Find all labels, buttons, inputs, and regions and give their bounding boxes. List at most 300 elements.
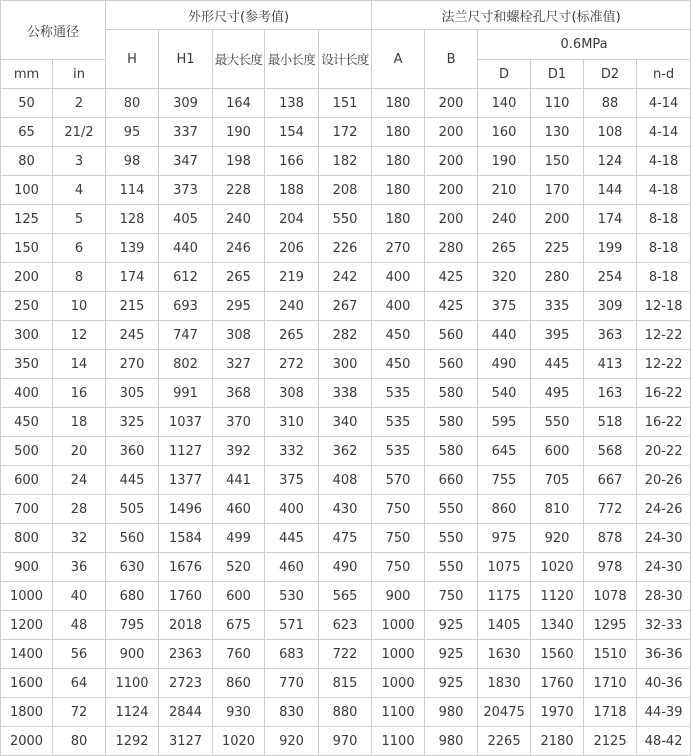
table-cell: 518 (584, 408, 637, 437)
table-row (1, 176, 691, 205)
table-cell: 630 (106, 553, 159, 582)
table-cell: 425 (425, 263, 478, 292)
table-cell: 460 (213, 495, 265, 524)
table-cell: 1760 (159, 582, 213, 611)
table-cell: 95 (106, 118, 159, 147)
table-cell: 180 (372, 147, 425, 176)
table-cell: 309 (584, 292, 637, 321)
table-cell: 440 (478, 321, 531, 350)
table-cell: 1000 (372, 640, 425, 669)
table-cell: 4-14 (637, 89, 691, 118)
table-row (1, 263, 691, 292)
table-row (1, 89, 691, 118)
table-cell: 1405 (478, 611, 531, 640)
table-cell: 980 (425, 698, 478, 727)
table-cell: 600 (213, 582, 265, 611)
table-cell: 565 (319, 582, 372, 611)
table-cell: 240 (478, 205, 531, 234)
table-cell: 280 (425, 234, 478, 263)
table-cell: 172 (319, 118, 372, 147)
table-cell: 600 (1, 466, 53, 495)
table-cell: 4-18 (637, 176, 691, 205)
header-H1: H1 (159, 30, 213, 89)
table-cell: 114 (106, 176, 159, 205)
table-cell: 1560 (531, 640, 584, 669)
table-row (1, 437, 691, 466)
table-row (1, 524, 691, 553)
table-row (1, 669, 691, 698)
table-cell: 125 (1, 205, 53, 234)
table-cell: 215 (106, 292, 159, 321)
header-pressure: 0.6MPa (478, 30, 691, 60)
table-cell: 530 (265, 582, 319, 611)
table-cell: 450 (372, 321, 425, 350)
table-cell: 550 (319, 205, 372, 234)
table-cell: 373 (159, 176, 213, 205)
table-cell: 272 (265, 350, 319, 379)
table-cell: 151 (319, 89, 372, 118)
table-cell: 48 (53, 611, 106, 640)
table-cell: 332 (265, 437, 319, 466)
table-row (1, 147, 691, 176)
table-cell: 925 (425, 669, 478, 698)
table-cell: 878 (584, 524, 637, 553)
table-row (1, 582, 691, 611)
table-cell: 1340 (531, 611, 584, 640)
table-cell: 16 (53, 379, 106, 408)
table-cell: 88 (584, 89, 637, 118)
table-cell: 226 (319, 234, 372, 263)
table-cell: 750 (425, 582, 478, 611)
table-cell: 395 (531, 321, 584, 350)
table-cell: 880 (319, 698, 372, 727)
table-cell: 337 (159, 118, 213, 147)
table-cell: 267 (319, 292, 372, 321)
header-D2: D2 (584, 60, 637, 89)
table-cell: 499 (213, 524, 265, 553)
table-cell: 550 (425, 553, 478, 582)
table-cell: 400 (372, 263, 425, 292)
table-cell: 795 (106, 611, 159, 640)
header-design-length: 设计长度 (319, 30, 372, 89)
table-cell: 612 (159, 263, 213, 292)
table-cell: 44-39 (637, 698, 691, 727)
table-cell: 1124 (106, 698, 159, 727)
table-row (1, 466, 691, 495)
table-cell: 245 (106, 321, 159, 350)
table-cell: 560 (425, 350, 478, 379)
table-cell: 570 (372, 466, 425, 495)
table-cell: 20475 (478, 698, 531, 727)
table-cell: 2363 (159, 640, 213, 669)
table-cell: 14 (53, 350, 106, 379)
table-cell: 550 (425, 524, 478, 553)
table-cell: 180 (372, 205, 425, 234)
table-cell: 3 (53, 147, 106, 176)
table-cell: 860 (213, 669, 265, 698)
table-cell: 1970 (531, 698, 584, 727)
table-cell: 80 (106, 89, 159, 118)
table-cell: 550 (531, 408, 584, 437)
table-cell: 347 (159, 147, 213, 176)
table-cell: 770 (265, 669, 319, 698)
table-cell: 144 (584, 176, 637, 205)
table-cell: 350 (1, 350, 53, 379)
table-cell: 2265 (478, 727, 531, 756)
table-cell: 28 (53, 495, 106, 524)
table-cell: 700 (1, 495, 53, 524)
table-cell: 265 (265, 321, 319, 350)
table-cell: 24 (53, 466, 106, 495)
table-cell: 440 (159, 234, 213, 263)
table-cell: 375 (478, 292, 531, 321)
table-cell: 1710 (584, 669, 637, 698)
table-cell: 925 (425, 640, 478, 669)
header-H: H (106, 30, 159, 89)
table-cell: 254 (584, 263, 637, 292)
table-cell: 228 (213, 176, 265, 205)
table-cell: 280 (531, 263, 584, 292)
table-cell: 24-26 (637, 495, 691, 524)
table-cell: 830 (265, 698, 319, 727)
table-cell: 242 (319, 263, 372, 292)
table-cell: 408 (319, 466, 372, 495)
table-cell: 308 (265, 379, 319, 408)
table-cell: 368 (213, 379, 265, 408)
table-cell: 550 (425, 495, 478, 524)
table-cell: 174 (584, 205, 637, 234)
table-cell: 450 (1, 408, 53, 437)
table-cell: 490 (319, 553, 372, 582)
table-cell: 495 (531, 379, 584, 408)
table-cell: 772 (584, 495, 637, 524)
table-cell: 1020 (531, 553, 584, 582)
table-cell: 1100 (372, 698, 425, 727)
table-cell: 1830 (478, 669, 531, 698)
table-cell: 363 (584, 321, 637, 350)
table-cell: 1377 (159, 466, 213, 495)
table-cell: 425 (425, 292, 478, 321)
table-cell: 755 (478, 466, 531, 495)
table-cell: 683 (265, 640, 319, 669)
table-cell: 900 (372, 582, 425, 611)
table-cell: 360 (106, 437, 159, 466)
table-cell: 32 (53, 524, 106, 553)
table-cell: 750 (372, 553, 425, 582)
table-row (1, 640, 691, 669)
table-cell: 208 (319, 176, 372, 205)
table-cell: 445 (265, 524, 319, 553)
table-cell: 920 (265, 727, 319, 756)
table-cell: 170 (531, 176, 584, 205)
table-row (1, 379, 691, 408)
table-cell: 20 (53, 437, 106, 466)
table-cell: 445 (531, 350, 584, 379)
table-cell: 12 (53, 321, 106, 350)
table-cell: 970 (319, 727, 372, 756)
table-cell: 375 (265, 466, 319, 495)
table-cell: 5 (53, 205, 106, 234)
table-cell: 21/2 (53, 118, 106, 147)
table-cell: 200 (531, 205, 584, 234)
table-cell: 110 (531, 89, 584, 118)
table-cell: 72 (53, 698, 106, 727)
table-cell: 1037 (159, 408, 213, 437)
table-cell: 199 (584, 234, 637, 263)
header-nominal-diameter: 公称通径 (1, 1, 106, 60)
table-cell: 310 (265, 408, 319, 437)
table-cell: 571 (265, 611, 319, 640)
table-cell: 1020 (213, 727, 265, 756)
table-cell: 150 (1, 234, 53, 263)
table-cell: 166 (265, 147, 319, 176)
table-cell: 680 (106, 582, 159, 611)
table-cell: 1075 (478, 553, 531, 582)
table-cell: 200 (1, 263, 53, 292)
table-cell: 200 (425, 89, 478, 118)
table-cell: 4 (53, 176, 106, 205)
table-cell: 190 (213, 118, 265, 147)
table-cell: 16-22 (637, 379, 691, 408)
table-cell: 198 (213, 147, 265, 176)
table-cell: 991 (159, 379, 213, 408)
table-cell: 3127 (159, 727, 213, 756)
table-cell: 2000 (1, 727, 53, 756)
header-n-d: n-d (637, 60, 691, 89)
table-cell: 64 (53, 669, 106, 698)
table-cell: 1718 (584, 698, 637, 727)
table-cell: 150 (531, 147, 584, 176)
table-cell: 309 (159, 89, 213, 118)
table-row (1, 234, 691, 263)
header-D: D (478, 60, 531, 89)
header-flange-dimensions: 法兰尺寸和螺栓孔尺寸(标准值) (372, 1, 691, 30)
table-cell: 65 (1, 118, 53, 147)
table-cell: 270 (106, 350, 159, 379)
table-cell: 1400 (1, 640, 53, 669)
table-row (1, 118, 691, 147)
table-cell: 308 (213, 321, 265, 350)
table-cell: 28-30 (637, 582, 691, 611)
table-cell: 100 (1, 176, 53, 205)
header-D1: D1 (531, 60, 584, 89)
table-cell: 1000 (1, 582, 53, 611)
table-cell: 490 (478, 350, 531, 379)
table-cell: 140 (478, 89, 531, 118)
table-header (1, 1, 691, 89)
table-cell: 1127 (159, 437, 213, 466)
table-cell: 815 (319, 669, 372, 698)
table-cell: 20-22 (637, 437, 691, 466)
table-cell: 300 (319, 350, 372, 379)
table-cell: 675 (213, 611, 265, 640)
table-cell: 1200 (1, 611, 53, 640)
table-cell: 568 (584, 437, 637, 466)
table-cell: 860 (478, 495, 531, 524)
table-cell: 20-26 (637, 466, 691, 495)
table-cell: 4-18 (637, 147, 691, 176)
table-cell: 200 (425, 147, 478, 176)
table-cell: 900 (1, 553, 53, 582)
table-cell: 693 (159, 292, 213, 321)
table-row (1, 611, 691, 640)
table-cell: 6 (53, 234, 106, 263)
table-cell: 400 (265, 495, 319, 524)
table-cell: 450 (372, 350, 425, 379)
table-cell: 327 (213, 350, 265, 379)
table-cell: 12-22 (637, 350, 691, 379)
table-cell: 163 (584, 379, 637, 408)
table-cell: 925 (425, 611, 478, 640)
table-cell: 80 (1, 147, 53, 176)
table-cell: 900 (106, 640, 159, 669)
table-cell: 8-18 (637, 234, 691, 263)
table-cell: 560 (106, 524, 159, 553)
table-cell: 430 (319, 495, 372, 524)
table-row (1, 321, 691, 350)
table-cell: 1292 (106, 727, 159, 756)
table-cell: 8-18 (637, 205, 691, 234)
table-cell: 580 (425, 408, 478, 437)
table-row (1, 408, 691, 437)
table-cell: 36 (53, 553, 106, 582)
header-B: B (425, 30, 478, 89)
table-cell: 200 (425, 205, 478, 234)
table-cell: 182 (319, 147, 372, 176)
table-cell: 338 (319, 379, 372, 408)
table-cell: 56 (53, 640, 106, 669)
table-row (1, 292, 691, 321)
table-cell: 265 (478, 234, 531, 263)
table-cell: 340 (319, 408, 372, 437)
table-cell: 413 (584, 350, 637, 379)
table-row (1, 553, 691, 582)
table-cell: 1600 (1, 669, 53, 698)
table-cell: 1800 (1, 698, 53, 727)
table-row (1, 698, 691, 727)
table-cell: 124 (584, 147, 637, 176)
table-cell: 250 (1, 292, 53, 321)
header-mm: mm (1, 60, 53, 89)
header-in: in (53, 60, 106, 89)
table-cell: 441 (213, 466, 265, 495)
table-cell: 580 (425, 437, 478, 466)
table-cell: 2 (53, 89, 106, 118)
table-cell: 540 (478, 379, 531, 408)
table-cell: 600 (531, 437, 584, 466)
table-cell: 1000 (372, 611, 425, 640)
table-cell: 1295 (584, 611, 637, 640)
table-cell: 295 (213, 292, 265, 321)
table-cell: 595 (478, 408, 531, 437)
table-cell: 645 (478, 437, 531, 466)
table-cell: 445 (106, 466, 159, 495)
table-cell: 164 (213, 89, 265, 118)
table-cell: 320 (478, 263, 531, 292)
header-outline-dimensions: 外形尺寸(参考值) (106, 1, 372, 30)
table-cell: 36-36 (637, 640, 691, 669)
table-cell: 2018 (159, 611, 213, 640)
table-cell: 1584 (159, 524, 213, 553)
table-cell: 40-36 (637, 669, 691, 698)
table-cell: 24-30 (637, 553, 691, 582)
table-cell: 18 (53, 408, 106, 437)
table-cell: 8-18 (637, 263, 691, 292)
table-cell: 1120 (531, 582, 584, 611)
table-cell: 535 (372, 437, 425, 466)
table-cell: 300 (1, 321, 53, 350)
table-cell: 204 (265, 205, 319, 234)
table-cell: 48-42 (637, 727, 691, 756)
table-cell: 802 (159, 350, 213, 379)
table-cell: 12-22 (637, 321, 691, 350)
table-cell: 10 (53, 292, 106, 321)
table-cell: 240 (265, 292, 319, 321)
table-cell: 32-33 (637, 611, 691, 640)
table-cell: 180 (372, 176, 425, 205)
table-cell: 138 (265, 89, 319, 118)
table-row (1, 727, 691, 756)
table-cell: 180 (372, 89, 425, 118)
table-cell: 130 (531, 118, 584, 147)
table-cell: 1510 (584, 640, 637, 669)
table-cell: 2723 (159, 669, 213, 698)
table-cell: 400 (1, 379, 53, 408)
table-cell: 128 (106, 205, 159, 234)
table-cell: 98 (106, 147, 159, 176)
table-cell: 4-14 (637, 118, 691, 147)
table-cell: 24-30 (637, 524, 691, 553)
header-A: A (372, 30, 425, 89)
table-cell: 750 (372, 495, 425, 524)
table-cell: 1496 (159, 495, 213, 524)
table-cell: 475 (319, 524, 372, 553)
table-cell: 800 (1, 524, 53, 553)
table-cell: 405 (159, 205, 213, 234)
table-cell: 460 (265, 553, 319, 582)
table-cell: 520 (213, 553, 265, 582)
table-cell: 560 (425, 321, 478, 350)
table-cell: 335 (531, 292, 584, 321)
table-cell: 1175 (478, 582, 531, 611)
table-cell: 50 (1, 89, 53, 118)
header-max-length: 最大长度 (213, 30, 265, 89)
table-cell: 978 (584, 553, 637, 582)
table-cell: 225 (531, 234, 584, 263)
table-cell: 325 (106, 408, 159, 437)
table-cell: 265 (213, 263, 265, 292)
table-cell: 370 (213, 408, 265, 437)
table-cell: 760 (213, 640, 265, 669)
table-cell: 206 (265, 234, 319, 263)
table-cell: 667 (584, 466, 637, 495)
table-cell: 810 (531, 495, 584, 524)
table-cell: 930 (213, 698, 265, 727)
table-body (1, 89, 691, 756)
table-cell: 200 (425, 118, 478, 147)
table-cell: 1078 (584, 582, 637, 611)
table-cell: 16-22 (637, 408, 691, 437)
table-cell: 210 (478, 176, 531, 205)
table-cell: 750 (372, 524, 425, 553)
table-cell: 270 (372, 234, 425, 263)
table-cell: 174 (106, 263, 159, 292)
table-cell: 200 (425, 176, 478, 205)
table-cell: 362 (319, 437, 372, 466)
table-cell: 500 (1, 437, 53, 466)
table-cell: 1000 (372, 669, 425, 698)
table-cell: 920 (531, 524, 584, 553)
